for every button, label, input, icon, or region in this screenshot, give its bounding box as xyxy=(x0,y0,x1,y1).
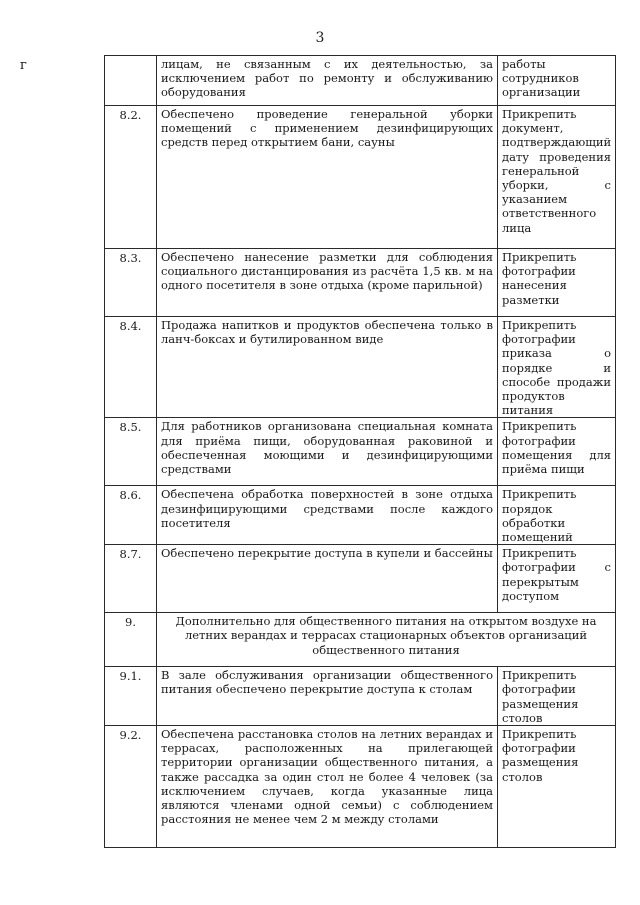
row-number: 9.2. xyxy=(105,726,157,848)
row-description: Для работников организована специальная комната для приёма пищи, оборудованная раковиной и обеспеченная моющими и дезинфицирующими средствами xyxy=(157,418,498,486)
page-number: 3 xyxy=(315,30,325,46)
row-number: 8.2. xyxy=(105,106,157,249)
row-number: 9.1. xyxy=(105,667,157,726)
row-description: Обеспечена расстановка столов на летних верандах и террасах, расположенных на прилегающей территории организации общественного питания, а также рассадка за один стол не более 4 человек (за исключением случаев, когда указанные лица являются членами одной семьи) с соблюдением расстояния не менее чем 2 м между столами xyxy=(157,726,498,848)
section-header-row xyxy=(105,613,616,667)
row-description: В зале обслуживания организации общественного питания обеспечено перекрытие доступа к столам xyxy=(157,667,498,726)
row-action: Прикрепить фотографии размещения столов xyxy=(498,667,616,726)
row-number: 8.7. xyxy=(105,545,157,613)
row-description: Обеспечено перекрытие доступа в купели и бассейны xyxy=(157,545,498,613)
row-number: 8.3. xyxy=(105,249,157,317)
table-row xyxy=(105,545,616,613)
table-row xyxy=(105,486,616,545)
row-description: Продажа напитков и продуктов обеспечена только в ланч-боксах и бутилированном виде xyxy=(157,317,498,418)
row-action: Прикрепить фотографии нанесения разметки xyxy=(498,249,616,317)
row-description: Обеспечена обработка поверхностей в зоне отдыха дезинфицирующими средствами после каждого посетителя xyxy=(157,486,498,545)
table-row xyxy=(105,106,616,249)
table-row xyxy=(105,726,616,848)
row-number: 8.6. xyxy=(105,486,157,545)
row-number: 8.4. xyxy=(105,317,157,418)
table-row xyxy=(105,667,616,726)
row-description: Обеспечено нанесение разметки для соблюдения социального дистанцирования из расчёта 1,5 кв. м на одного посетителя в зоне отдыха (кроме парильной) xyxy=(157,249,498,317)
table-row xyxy=(105,249,616,317)
table-row xyxy=(105,418,616,486)
row-number: 8.5. xyxy=(105,418,157,486)
row-action: Прикрепить порядок обработки помещений xyxy=(498,486,616,545)
row-number xyxy=(105,56,157,106)
section-number: 9. xyxy=(105,613,157,667)
row-action: Прикрепить фотографии с перекрытым доступом xyxy=(498,545,616,613)
row-description: Обеспечено проведение генеральной уборки помещений с применением дезинфицирующих средств перед открытием бани, сауны xyxy=(157,106,498,249)
row-action: Прикрепить фотографии размещения столов xyxy=(498,726,616,848)
row-description: лицам, не связанным с их деятельностью, за исключением работ по ремонту и обслуживанию оборудования xyxy=(157,56,498,106)
table-row xyxy=(105,317,616,418)
row-action: Прикрепить документ, подтверждающий дату проведения генеральной уборки, с указанием ответственного лица xyxy=(498,106,616,249)
requirements-table xyxy=(104,55,616,848)
row-action: Прикрепить фотографии помещения для приёма пищи xyxy=(498,418,616,486)
row-action: Прикрепить фотографии приказа о порядке и способе продажи продуктов питания xyxy=(498,317,616,418)
table-row xyxy=(105,56,616,106)
row-action: работы сотрудников организации xyxy=(498,56,616,106)
margin-mark: г xyxy=(20,58,27,73)
section-title: Дополнительно для общественного питания на открытом воздухе на летних верандах и террасах стационарных объектов организаций общественного питания xyxy=(157,613,616,667)
